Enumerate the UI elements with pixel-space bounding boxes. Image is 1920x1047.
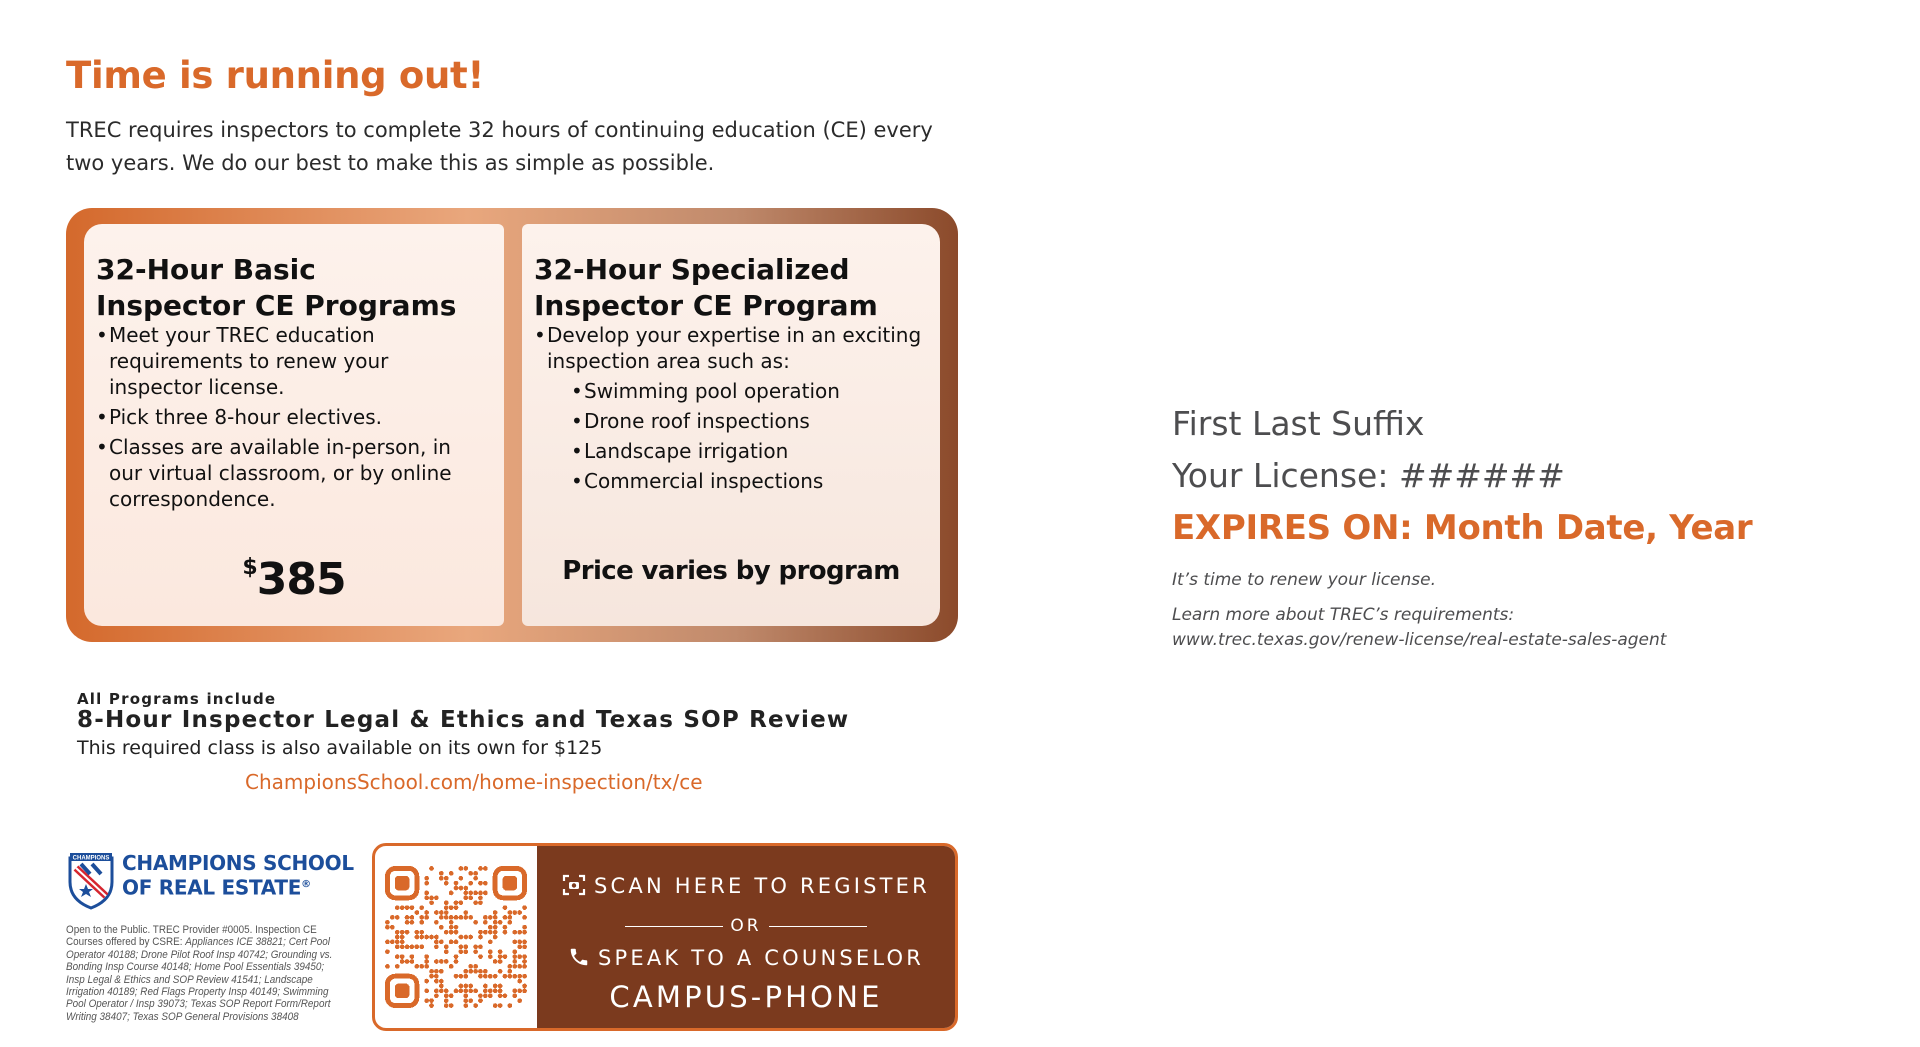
svg-text:CHAMPIONS: CHAMPIONS: [72, 855, 110, 862]
list-item: • Pick three 8-hour electives.: [96, 404, 486, 430]
or-separator: OR: [730, 916, 762, 936]
phone-icon: [568, 946, 590, 968]
register-cta-box: [372, 843, 958, 1031]
included-label: All Programs include: [77, 690, 277, 708]
included-course-title: 8-Hour Inspector Legal & Ethics and Texas SOP Review: [77, 707, 850, 733]
logo-wordmark: CHAMPIONS SCHOOL OF REAL ESTATE®: [122, 851, 354, 900]
qr-code-icon[interactable]: [385, 866, 527, 1008]
program-comparison-card: [66, 208, 958, 642]
list-item: • Meet your TREC education requirements to renew your inspector license.: [96, 322, 486, 400]
trec-url-link[interactable]: www.trec.texas.gov/renew-license/real-estate-sales-agent: [1172, 630, 1667, 650]
shield-icon: [66, 852, 116, 910]
headline: Time is running out!: [66, 54, 485, 97]
cta-panel: [537, 846, 955, 1028]
basic-program-price: $385: [242, 554, 346, 605]
divider: [769, 926, 867, 927]
camera-scan-icon: [562, 874, 586, 896]
list-item: • Classes are available in-person, in our virtual classroom, or by online correspondence.: [96, 434, 486, 512]
speak-to-counselor: SPEAK TO A COUNSELOR: [537, 946, 955, 970]
basic-program-bullets: [96, 322, 486, 516]
list-item: • Landscape irrigation: [571, 438, 924, 464]
scan-to-register: SCAN HERE TO REGISTER: [537, 874, 955, 898]
renew-note: It’s time to renew your license.: [1172, 570, 1436, 590]
specialized-program-title: 32-Hour Specialized Inspector CE Program: [534, 253, 878, 322]
license-number: Your License: ######: [1172, 456, 1565, 495]
learn-more-label: Learn more about TREC’s requirements:: [1172, 605, 1515, 625]
basic-program-title: 32-Hour Basic Inspector CE Programs: [96, 253, 457, 322]
specialty-areas: [547, 378, 924, 494]
included-course-note: This required class is also available on its own for $125: [77, 737, 603, 759]
recipient-block: [1172, 398, 1752, 653]
list-item: • Develop your expertise in an exciting inspection area such as: • Swimming pool operation • Drone roof inspections • Landscape irrigation • Commercial inspections: [534, 322, 924, 494]
expiration-date: EXPIRES ON: Month Date, Year: [1172, 508, 1753, 548]
basic-program-panel: [84, 224, 504, 626]
list-item: • Commercial inspections: [571, 468, 924, 494]
specialized-program-price-note: Price varies by program: [562, 556, 900, 586]
champions-school-logo: [66, 852, 366, 912]
specialized-program-bullets: [534, 322, 924, 498]
intro-text: TREC requires inspectors to complete 32 hours of continuing education (CE) every two years. We do our best to make this as simple as possible.: [66, 118, 933, 175]
specialized-program-panel: [522, 224, 940, 626]
list-item: • Drone roof inspections: [571, 408, 924, 434]
course-url-link[interactable]: ChampionsSchool.com/home-inspection/tx/ce: [245, 770, 703, 794]
list-item: • Swimming pool operation: [571, 378, 924, 404]
fine-print: Open to the Public. TREC Provider #0005. Inspection CE Courses offered by CSRE: Appliances ICE 38821; Cert Pool Operator 40188; Drone Pilot Roof Insp 40742; Grounding vs. Bonding Insp Course 40148; Home Pool Essentials 39450; Insp Legal & Ethics and SOP Review 41541; Landscape Irrigation 40189; Red Flags Property Insp 40149; Swimming Pool Operator / Insp 39073; Texas SOP Report Form/Report Writing 38407; Texas SOP General Provisions 38408: [66, 924, 333, 1023]
recipient-name: First Last Suffix: [1172, 404, 1425, 443]
campus-phone[interactable]: CAMPUS-PHONE: [609, 980, 883, 1014]
